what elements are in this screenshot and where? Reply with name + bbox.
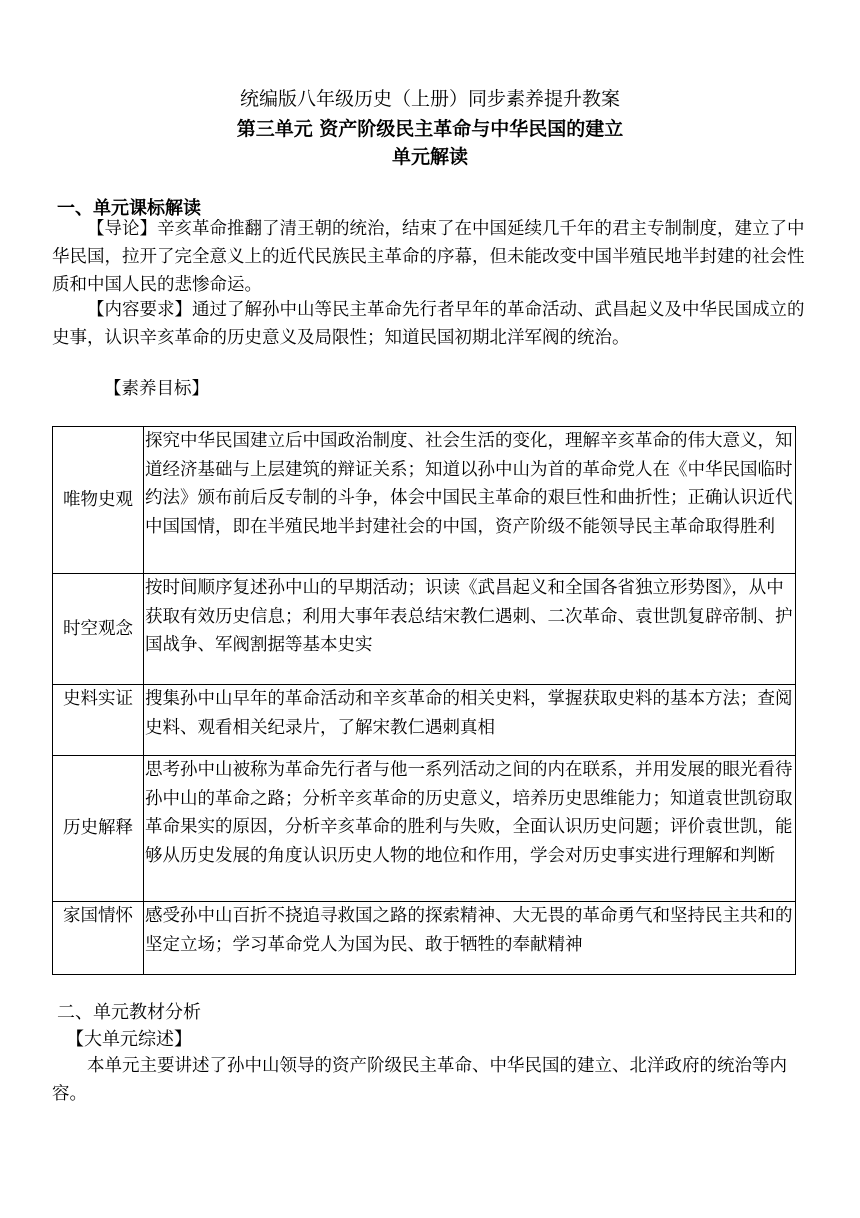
literacy-label: 【素养目标】	[104, 379, 209, 399]
table-row	[53, 427, 796, 574]
table-row	[53, 902, 796, 975]
table-row	[53, 685, 796, 756]
table-row	[53, 756, 796, 902]
section1-heading: 一、单元课标解读	[57, 198, 201, 219]
requirement-paragraph: 【内容要求】通过了解孙中山等民主革命先行者早年的革命活动、武昌起义及中华民国成立的史事，认识辛亥革命的历史意义及局限性；知道民国初期北洋军阀的统治。	[52, 300, 805, 348]
row-label: 家国情怀	[53, 902, 144, 975]
row-text: 搜集孙中山早年的革命活动和辛亥革命的相关史料，掌握获取史料的基本方法；查阅史料、观看相关纪录片，了解宋教仁遇刺真相	[144, 685, 796, 756]
row-text: 感受孙中山百折不挠追寻救国之路的探索精神、大无畏的革命勇气和坚持民主共和的坚定立场；学习革命党人为国为民、敢于牺牲的奉献精神	[144, 902, 796, 975]
row-text: 思考孙中山被称为革命先行者与他一系列活动之间的内在联系，并用发展的眼光看待孙中山的革命之路；分析辛亥革命的历史意义，培养历史思维能力；知道袁世凯窃取革命果实的原因，分析辛亥革命的胜利与失败，全面认识历史问题；评价袁世凯，能够从历史发展的角度认识历史人物的地位和作用，学会对历史事实进行理解和判断	[144, 756, 796, 902]
section2-subheading: 【大单元综述】	[66, 1029, 192, 1050]
row-text: 探究中华民国建立后中国政治制度、社会生活的变化，理解辛亥革命的伟大意义，知道经济基础与上层建筑的辩证关系；知道以孙中山为首的革命党人在《中华民国临时约法》颁布前后反专制的斗争，体会中国民主革命的艰巨性和曲折性；正确认识近代中国国情，即在半殖民地半封建社会的中国，资产阶级不能领导民主革命取得胜利	[144, 427, 796, 574]
row-label: 唯物史观	[53, 427, 144, 574]
row-label: 时空观念	[53, 574, 144, 685]
table-row	[53, 574, 796, 685]
row-label: 史料实证	[53, 685, 144, 756]
section2-paragraph: 本单元主要讲述了孙中山领导的资产阶级民主革命、中华民国的建立、北洋政府的统治等内容。	[52, 1056, 787, 1104]
literacy-table	[52, 426, 796, 975]
unit-title: 第三单元 资产阶级民主革命与中华民国的建立	[236, 118, 624, 140]
row-text: 按时间顺序复述孙中山的早期活动；识读《武昌起义和全国各省独立形势图》，从中获取有效历史信息；利用大事年表总结宋教仁遇刺、二次革命、袁世凯复辟帝制、护国战争、军阀割据等基本史实	[144, 574, 796, 685]
unit-subtitle: 单元解读	[391, 146, 468, 168]
doc-title: 统编版八年级历史（上册）同步素养提升教案	[239, 88, 620, 110]
section2-heading: 二、单元教材分析	[57, 1002, 201, 1023]
intro-paragraph: 【导论】辛亥革命推翻了清王朝的统治，结束了在中国延续几千年的君主专制制度，建立了中华民国，拉开了完全意义上的近代民族民主革命的序幕，但未能改变中国半殖民地半封建的社会性质和中国人民的悲惨命运。	[52, 219, 805, 295]
row-label: 历史解释	[53, 756, 144, 902]
